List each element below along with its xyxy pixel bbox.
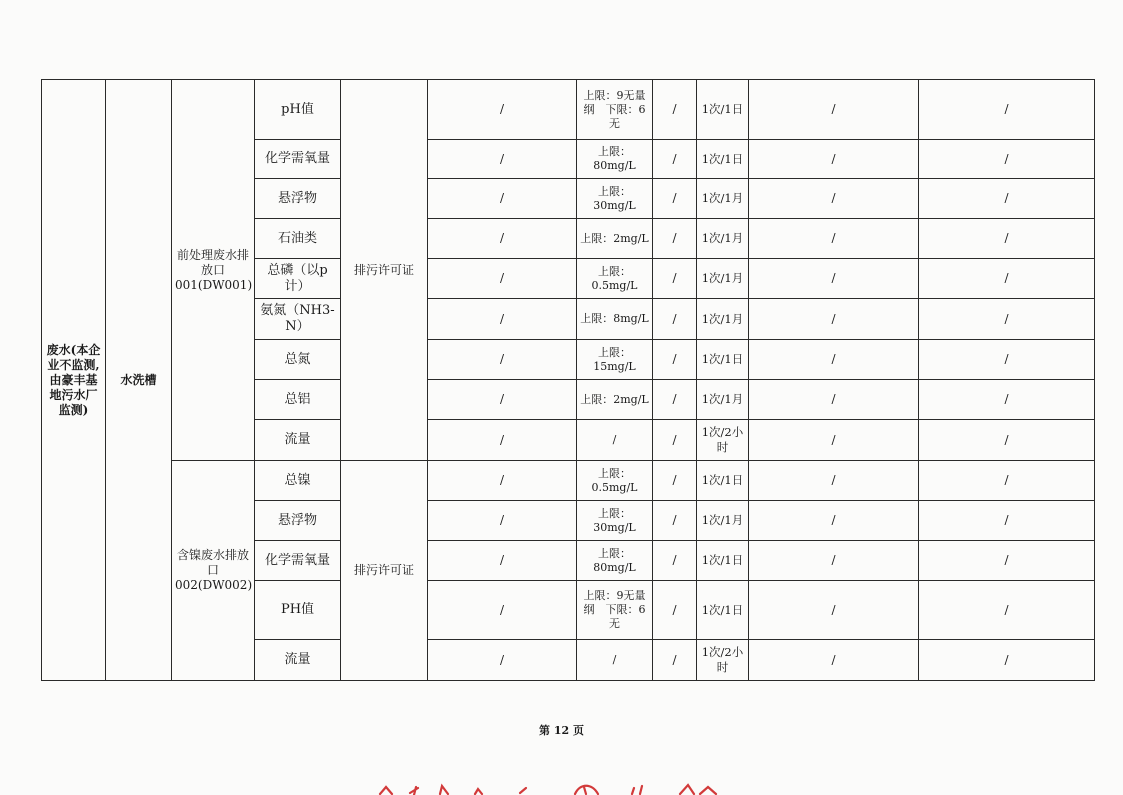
seal-stamp-fragment	[370, 783, 750, 795]
limit-cell: /	[577, 640, 653, 681]
table-row	[42, 80, 1095, 140]
method-cell: /	[653, 340, 697, 380]
outlet-name-cell: 含镍废水排放口002(DW002)	[172, 461, 255, 681]
parameter-cell: 总氮	[255, 340, 341, 380]
col-a-cell: /	[749, 581, 919, 640]
parameter-cell: PH值	[255, 581, 341, 640]
parameter-cell: 悬浮物	[255, 501, 341, 541]
frequency-cell: 1次/1日	[697, 80, 749, 140]
col-a-cell: /	[749, 179, 919, 219]
standard-cell: /	[428, 461, 577, 501]
page-number: 第 12 页	[539, 724, 584, 737]
standard-cell: /	[428, 501, 577, 541]
limit-cell: 上限：2mg/L	[577, 380, 653, 420]
frequency-cell: 1次/2小时	[697, 420, 749, 461]
frequency-cell: 1次/1月	[697, 299, 749, 340]
method-cell: /	[653, 299, 697, 340]
parameter-cell: 悬浮物	[255, 179, 341, 219]
col-a-cell: /	[749, 299, 919, 340]
table-row	[42, 461, 1095, 501]
limit-cell: 上限：9无量纲 下限：6无	[577, 581, 653, 640]
parameter-cell: 化学需氧量	[255, 140, 341, 179]
standard-cell: /	[428, 581, 577, 640]
parameter-cell: 化学需氧量	[255, 541, 341, 581]
frequency-cell: 1次/2小时	[697, 640, 749, 681]
standard-cell: /	[428, 299, 577, 340]
limit-cell: 上限：80mg/L	[577, 541, 653, 581]
frequency-cell: 1次/1日	[697, 461, 749, 501]
parameter-cell: 石油类	[255, 219, 341, 259]
method-cell: /	[653, 581, 697, 640]
frequency-cell: 1次/1日	[697, 541, 749, 581]
frequency-cell: 1次/1日	[697, 581, 749, 640]
col-a-cell: /	[749, 140, 919, 179]
col-b-cell: /	[919, 259, 1095, 299]
limit-cell: 上限：9无量纲 下限：6无	[577, 80, 653, 140]
standard-cell: /	[428, 259, 577, 299]
col-a-cell: /	[749, 461, 919, 501]
limit-cell: 上限：30mg/L	[577, 179, 653, 219]
limit-cell: 上限：2mg/L	[577, 219, 653, 259]
method-cell: /	[653, 380, 697, 420]
standard-cell: /	[428, 640, 577, 681]
method-cell: /	[653, 80, 697, 140]
source-cell: 水洗槽	[106, 80, 172, 681]
col-b-cell: /	[919, 219, 1095, 259]
method-cell: /	[653, 461, 697, 501]
col-b-cell: /	[919, 541, 1095, 581]
parameter-cell: 流量	[255, 420, 341, 461]
col-b-cell: /	[919, 179, 1095, 219]
standard-cell: /	[428, 140, 577, 179]
col-b-cell: /	[919, 461, 1095, 501]
col-b-cell: /	[919, 581, 1095, 640]
col-a-cell: /	[749, 420, 919, 461]
frequency-cell: 1次/1月	[697, 219, 749, 259]
parameter-cell: pH值	[255, 80, 341, 140]
method-cell: /	[653, 640, 697, 681]
method-cell: /	[653, 219, 697, 259]
standard-cell: /	[428, 80, 577, 140]
parameter-cell: 总磷（以p计）	[255, 259, 341, 299]
parameter-cell: 总镍	[255, 461, 341, 501]
col-b-cell: /	[919, 299, 1095, 340]
standard-cell: /	[428, 219, 577, 259]
standard-cell: /	[428, 420, 577, 461]
frequency-cell: 1次/1日	[697, 340, 749, 380]
limit-cell: 上限：80mg/L	[577, 140, 653, 179]
parameter-cell: 氨氮（NH3-N）	[255, 299, 341, 340]
col-b-cell: /	[919, 140, 1095, 179]
method-cell: /	[653, 179, 697, 219]
limit-cell: 上限：30mg/L	[577, 501, 653, 541]
method-cell: /	[653, 140, 697, 179]
standard-cell: /	[428, 380, 577, 420]
standard-cell: /	[428, 541, 577, 581]
limit-cell: /	[577, 420, 653, 461]
col-a-cell: /	[749, 80, 919, 140]
basis-cell: 排污许可证	[341, 80, 428, 461]
col-a-cell: /	[749, 501, 919, 541]
col-b-cell: /	[919, 640, 1095, 681]
method-cell: /	[653, 541, 697, 581]
method-cell: /	[653, 259, 697, 299]
frequency-cell: 1次/1月	[697, 501, 749, 541]
standard-cell: /	[428, 179, 577, 219]
col-a-cell: /	[749, 340, 919, 380]
limit-cell: 上限：8mg/L	[577, 299, 653, 340]
frequency-cell: 1次/1日	[697, 140, 749, 179]
col-b-cell: /	[919, 380, 1095, 420]
category-cell: 废水(本企业不监测,由豪丰基地污水厂监测)	[42, 80, 106, 681]
parameter-cell: 总铝	[255, 380, 341, 420]
col-b-cell: /	[919, 340, 1095, 380]
col-a-cell: /	[749, 259, 919, 299]
col-a-cell: /	[749, 640, 919, 681]
col-b-cell: /	[919, 420, 1095, 461]
frequency-cell: 1次/1月	[697, 179, 749, 219]
col-a-cell: /	[749, 380, 919, 420]
outlet-name-cell: 前处理废水排放口001(DW001)	[172, 80, 255, 461]
col-b-cell: /	[919, 80, 1095, 140]
standard-cell: /	[428, 340, 577, 380]
method-cell: /	[653, 501, 697, 541]
basis-cell: 排污许可证	[341, 461, 428, 681]
limit-cell: 上限：15mg/L	[577, 340, 653, 380]
col-a-cell: /	[749, 219, 919, 259]
col-b-cell: /	[919, 501, 1095, 541]
limit-cell: 上限：0.5mg/L	[577, 259, 653, 299]
monitoring-table	[41, 79, 1095, 681]
method-cell: /	[653, 420, 697, 461]
frequency-cell: 1次/1月	[697, 380, 749, 420]
limit-cell: 上限：0.5mg/L	[577, 461, 653, 501]
parameter-cell: 流量	[255, 640, 341, 681]
col-a-cell: /	[749, 541, 919, 581]
frequency-cell: 1次/1月	[697, 259, 749, 299]
